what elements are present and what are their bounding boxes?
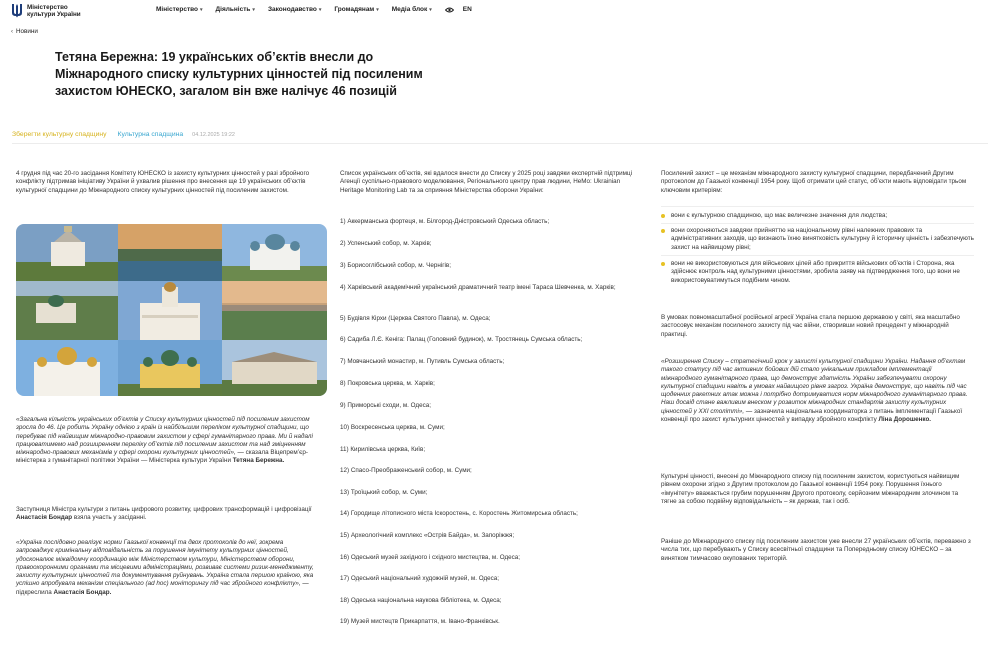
photo-yellow-church bbox=[118, 340, 222, 396]
list-item: 3) Борисоглібський собор, м. Чернігів; bbox=[340, 262, 451, 269]
list-item: 13) Троїцький собор, м. Суми; bbox=[340, 489, 428, 496]
col2-intro: Список українських об’єктів, які вдалося внести до Списку у 2025 році завдяки експертній підтримці Агенції суспільно-правового моделювання, Регіонального центру прав людини, HeMo: Ukrainian Heritage Monitoring Lab та за сприяння Міністерства оборони України: bbox=[340, 170, 633, 194]
list-item: 6) Садиба Л.Є. Кеніга: Палац (Головний будинок), м. Тростянець Сумська область; bbox=[340, 336, 583, 343]
article-tags bbox=[12, 131, 235, 138]
photo-white-church bbox=[222, 224, 327, 281]
photo-cathedral-green bbox=[16, 224, 118, 281]
photo-baroque-cathedral bbox=[118, 281, 222, 340]
photo-gilded-church bbox=[16, 340, 118, 396]
col3-intro: Посилений захист – це механізм міжнародного захисту культурної спадщини, передбачений Другим протоколом до Гаазької конвенції 1954 року. Щоб отримати цей статус, об’єкти мають відповідати трьом ключовим критеріям: bbox=[661, 170, 967, 194]
criteria-text: вони є культурною спадщиною, що має величезне значення для людства; bbox=[671, 212, 888, 219]
nav-item-activity[interactable] bbox=[216, 6, 255, 13]
chevron-down-icon: ▾ bbox=[252, 6, 255, 13]
col1-paragraph-bondar bbox=[16, 506, 316, 523]
photo-palace bbox=[222, 340, 327, 396]
list-item: 4) Харківський академічний український драматичний театр імені Тараса Шевченка, м. Харків; bbox=[340, 284, 616, 291]
quote-attribution: зазначила національна координаторка з питань імплементації Гаазької конвенції про захист культурних цінностей у випадку збройного конфлікту bbox=[661, 407, 963, 424]
tag-cultural-heritage[interactable]: Культурна спадщина bbox=[117, 131, 184, 138]
main-nav bbox=[156, 6, 472, 13]
nav-label: Діяльність bbox=[215, 6, 251, 13]
site-header bbox=[0, 0, 1000, 22]
divider bbox=[661, 223, 974, 224]
list-item: 18) Одеська національна наукова бібліотека, м. Одеса; bbox=[340, 597, 502, 604]
heritage-photo-collage bbox=[16, 224, 327, 396]
chevron-down-icon: ▾ bbox=[318, 6, 322, 13]
chevron-left-icon: ‹ bbox=[11, 28, 13, 35]
nav-item-legislation[interactable] bbox=[268, 6, 321, 13]
col3-paragraph-war: В умовах повномасштабної російської агресії Україна стала першою державою у світі, яка масштабно застосовує механізм посиленого захисту під час війни, створивши новий прецедент у міжнародній практиці. bbox=[661, 314, 960, 338]
quote-attribution: підкреслила bbox=[16, 588, 54, 596]
quote-text: «Україна послідовно реалізує норми Гаазької конвенції та двох протоколів до неї, зокрема запроваджує кримінальну відповідальність за порушення імунітету культурних цінностей, удосконалює міжвідомчу координацію між Міністерством культури, Міністерством оборони, правоохоронними органами та місцевими адміністраціями, розвиває системи ризик-менеджменту, захисту культурних цінностей та документування руйнувань. Україна стала першою країною, яка успішно апробувала механізм спеціального (ad hoc) моніторингу під час збройного конфлікту», — bbox=[16, 539, 314, 588]
chevron-down-icon: ▾ bbox=[200, 6, 203, 13]
trident-icon bbox=[11, 3, 23, 18]
eye-icon[interactable] bbox=[445, 7, 454, 13]
list-item: 11) Кирилівська церква, Київ; bbox=[340, 446, 426, 453]
nav-label: Громадянам bbox=[334, 6, 375, 13]
tag-preserve-heritage[interactable]: Зберегти культурну спадщину bbox=[12, 131, 107, 138]
col1-quote-bondar bbox=[16, 539, 321, 597]
quote-text: «Розширення Списку – стратегічний крок у захисті культурної спадщини України. Надання об’єктам такого статусу під час активних бойових дій стало унікальним прикладом імплементації міжнародного гуманітарного права, що демонструє здатність України забезпечувати охорону культурної спадщини навіть в умовах найвищого рівня загроз. Україна демонструє, що навіть під час щоденних ракетних атак можна і потрібно дотримуватися норм міжнародного гуманітарного права. Наш досвід стане важливим внеском у розвиток міжнародних стандартів захисту культурних цінностей у XXI столітті», — bbox=[661, 358, 968, 415]
photo-odesa-stairs bbox=[222, 281, 327, 340]
ministry-logo[interactable] bbox=[11, 3, 81, 18]
bullet-dot bbox=[661, 229, 665, 233]
paragraph-text: взяла участь у засіданні. bbox=[72, 514, 147, 522]
quote-author: Ліна Дорошенко. bbox=[878, 416, 932, 424]
criteria-text: вони охороняються завдяки прийняттю на національному рівні належних правових та адміністративних заходів, що визнають їхню винятковість культурну й історичну цінність і забезпечують захист на найвищому рівні; bbox=[671, 227, 974, 251]
quote-author: Тетяна Бережна. bbox=[232, 457, 285, 465]
chevron-down-icon: ▾ bbox=[429, 6, 432, 13]
publish-date: 04.12.2025 19:22 bbox=[192, 131, 235, 138]
quote-text: «Загальна кількість українських об’єктів у Списку культурних цінностей під посиленим захистом зросла до 46. Це робить Україну однією з країн із найбільшим переліком культурної спадщини, що перебуває під найвищим міжнародно-правовим захистом у сфері гуманітарного права. Ми й надалі працюватимемо над розширенням переліку об’єктів під посиленим захистом та над зміцненням міжнародно-правових механізмів у сфері охорони культурних цінностей», — bbox=[16, 416, 313, 457]
logo-line-1: Міністерство bbox=[27, 3, 68, 11]
divider bbox=[661, 255, 974, 256]
criteria-item bbox=[661, 260, 974, 285]
list-item: 9) Приморські сходи, м. Одеса; bbox=[340, 402, 432, 409]
col3-paragraph-protection: Культурні цінності, внесені до Міжнародного списку під посиленим захистом, користуються найвищим рівнем охорони згідно з Другим протоколом до Гаазької конвенції 1954 року. Порушення їхнього «імунітету» вважається грубим порушенням Другого протоколу, серйозним міжнародним злочином та тягне за собою подвійну відповідальність – як держав, так і осіб. bbox=[661, 473, 960, 505]
col1-intro: 4 грудня під час 20-го засідання Комітету ЮНЕСКО із захисту культурних цінностей у разі збройного конфлікту підтримав ініціативу України й ухвалив рішення про внесення ще 19 українських об’єктів культурної спадщини до Міжнародного списку культурних цінностей під посиленим захистом. bbox=[16, 170, 310, 194]
photo-river-landscape bbox=[118, 224, 222, 281]
nav-item-citizens[interactable] bbox=[334, 6, 378, 13]
nav-label: Медіа блок bbox=[391, 6, 428, 13]
list-item: 5) Будівля Кірхи (Церква Святого Павла), м. Одеса; bbox=[340, 315, 491, 322]
chevron-down-icon: ▾ bbox=[376, 6, 379, 13]
nav-label: Законодавство bbox=[267, 6, 317, 13]
criteria-item bbox=[661, 212, 974, 220]
nav-item-media[interactable] bbox=[392, 6, 432, 13]
list-item: 19) Музей мистецтв Прикарпаття, м. Івано-Франківськ. bbox=[340, 618, 500, 625]
ministry-name bbox=[27, 4, 81, 18]
logo-line-2: культури України bbox=[27, 10, 81, 18]
person-name: Анастасія Бондар bbox=[16, 514, 73, 522]
divider bbox=[661, 206, 974, 207]
list-item: 12) Спасо-Преображенський собор, м. Суми; bbox=[340, 467, 472, 474]
nav-label: Міністерство bbox=[156, 6, 199, 13]
criteria-item bbox=[661, 227, 974, 252]
photo-monastery-aerial bbox=[16, 281, 118, 340]
paragraph-text: Заступниця Міністра культури з питань цифрового розвитку, цифрових трансформацій і цифровізації bbox=[16, 506, 312, 513]
nav-item-ministry[interactable] bbox=[156, 6, 203, 13]
breadcrumb bbox=[11, 28, 38, 35]
divider bbox=[12, 143, 988, 144]
list-item: 16) Одеський музей західного і східного мистецтва, м. Одеса; bbox=[340, 554, 521, 561]
col3-paragraph-earlier: Раніше до Міжнародного списку під посиленим захистом уже внесли 27 українських об’єктів, переважно з числа тих, що перебувають у Списку всесвітньої спадщини та Попередньому списку ЮНЕСКО – за винятком тимчасово окупованих територій. bbox=[661, 538, 971, 562]
list-item: 8) Покровська церква, м. Харків; bbox=[340, 380, 435, 387]
list-item: 14) Городище літописного міста Іскоростень, с. Коростень Житомирська область; bbox=[340, 510, 578, 517]
breadcrumb-news-link[interactable]: Новини bbox=[16, 28, 38, 35]
list-item: 10) Воскресенська церква, м. Суми; bbox=[340, 424, 445, 431]
quote-author: Анастасія Бондар. bbox=[53, 588, 112, 596]
list-item: 1) Аккерманська фортеця, м. Білгород-Дністровський Одеська область; bbox=[340, 218, 550, 225]
bullet-dot bbox=[661, 262, 665, 266]
list-item: 7) Мовчанський монастир, м. Путивль Сумська область; bbox=[340, 358, 505, 365]
list-item: 17) Одеський національний художній музей, м. Одеса; bbox=[340, 575, 500, 582]
col1-quote-berezhna bbox=[16, 416, 316, 466]
col3-quote-doroshenko bbox=[661, 358, 974, 424]
list-item: 15) Археологічний комплекс «Острів Байда», м. Запоріжжя; bbox=[340, 532, 515, 539]
list-item: 2) Успенський собор, м. Харків; bbox=[340, 240, 432, 247]
criteria-text: вони не використовуються для військових цілей або прикриття військових об’єктів і Сторона, яка здійснює контроль над культурними цінностями, зробила заяву на підтвердження того, що вони не використовуватимуться подібним чином. bbox=[671, 260, 960, 284]
bullet-dot bbox=[661, 214, 665, 218]
page-title: Тетяна Бережна: 19 українських об’єктів внесли до Міжнародного списку культурних цінностей під посиленим захистом ЮНЕСКО, загалом він вже налічує 46 позицій bbox=[55, 50, 423, 98]
language-switch[interactable]: EN bbox=[462, 6, 472, 13]
quote-attribution: сказала Віцепрем’єр-міністерка з гуманітарної політики України — Міністерка культури України bbox=[16, 449, 308, 465]
